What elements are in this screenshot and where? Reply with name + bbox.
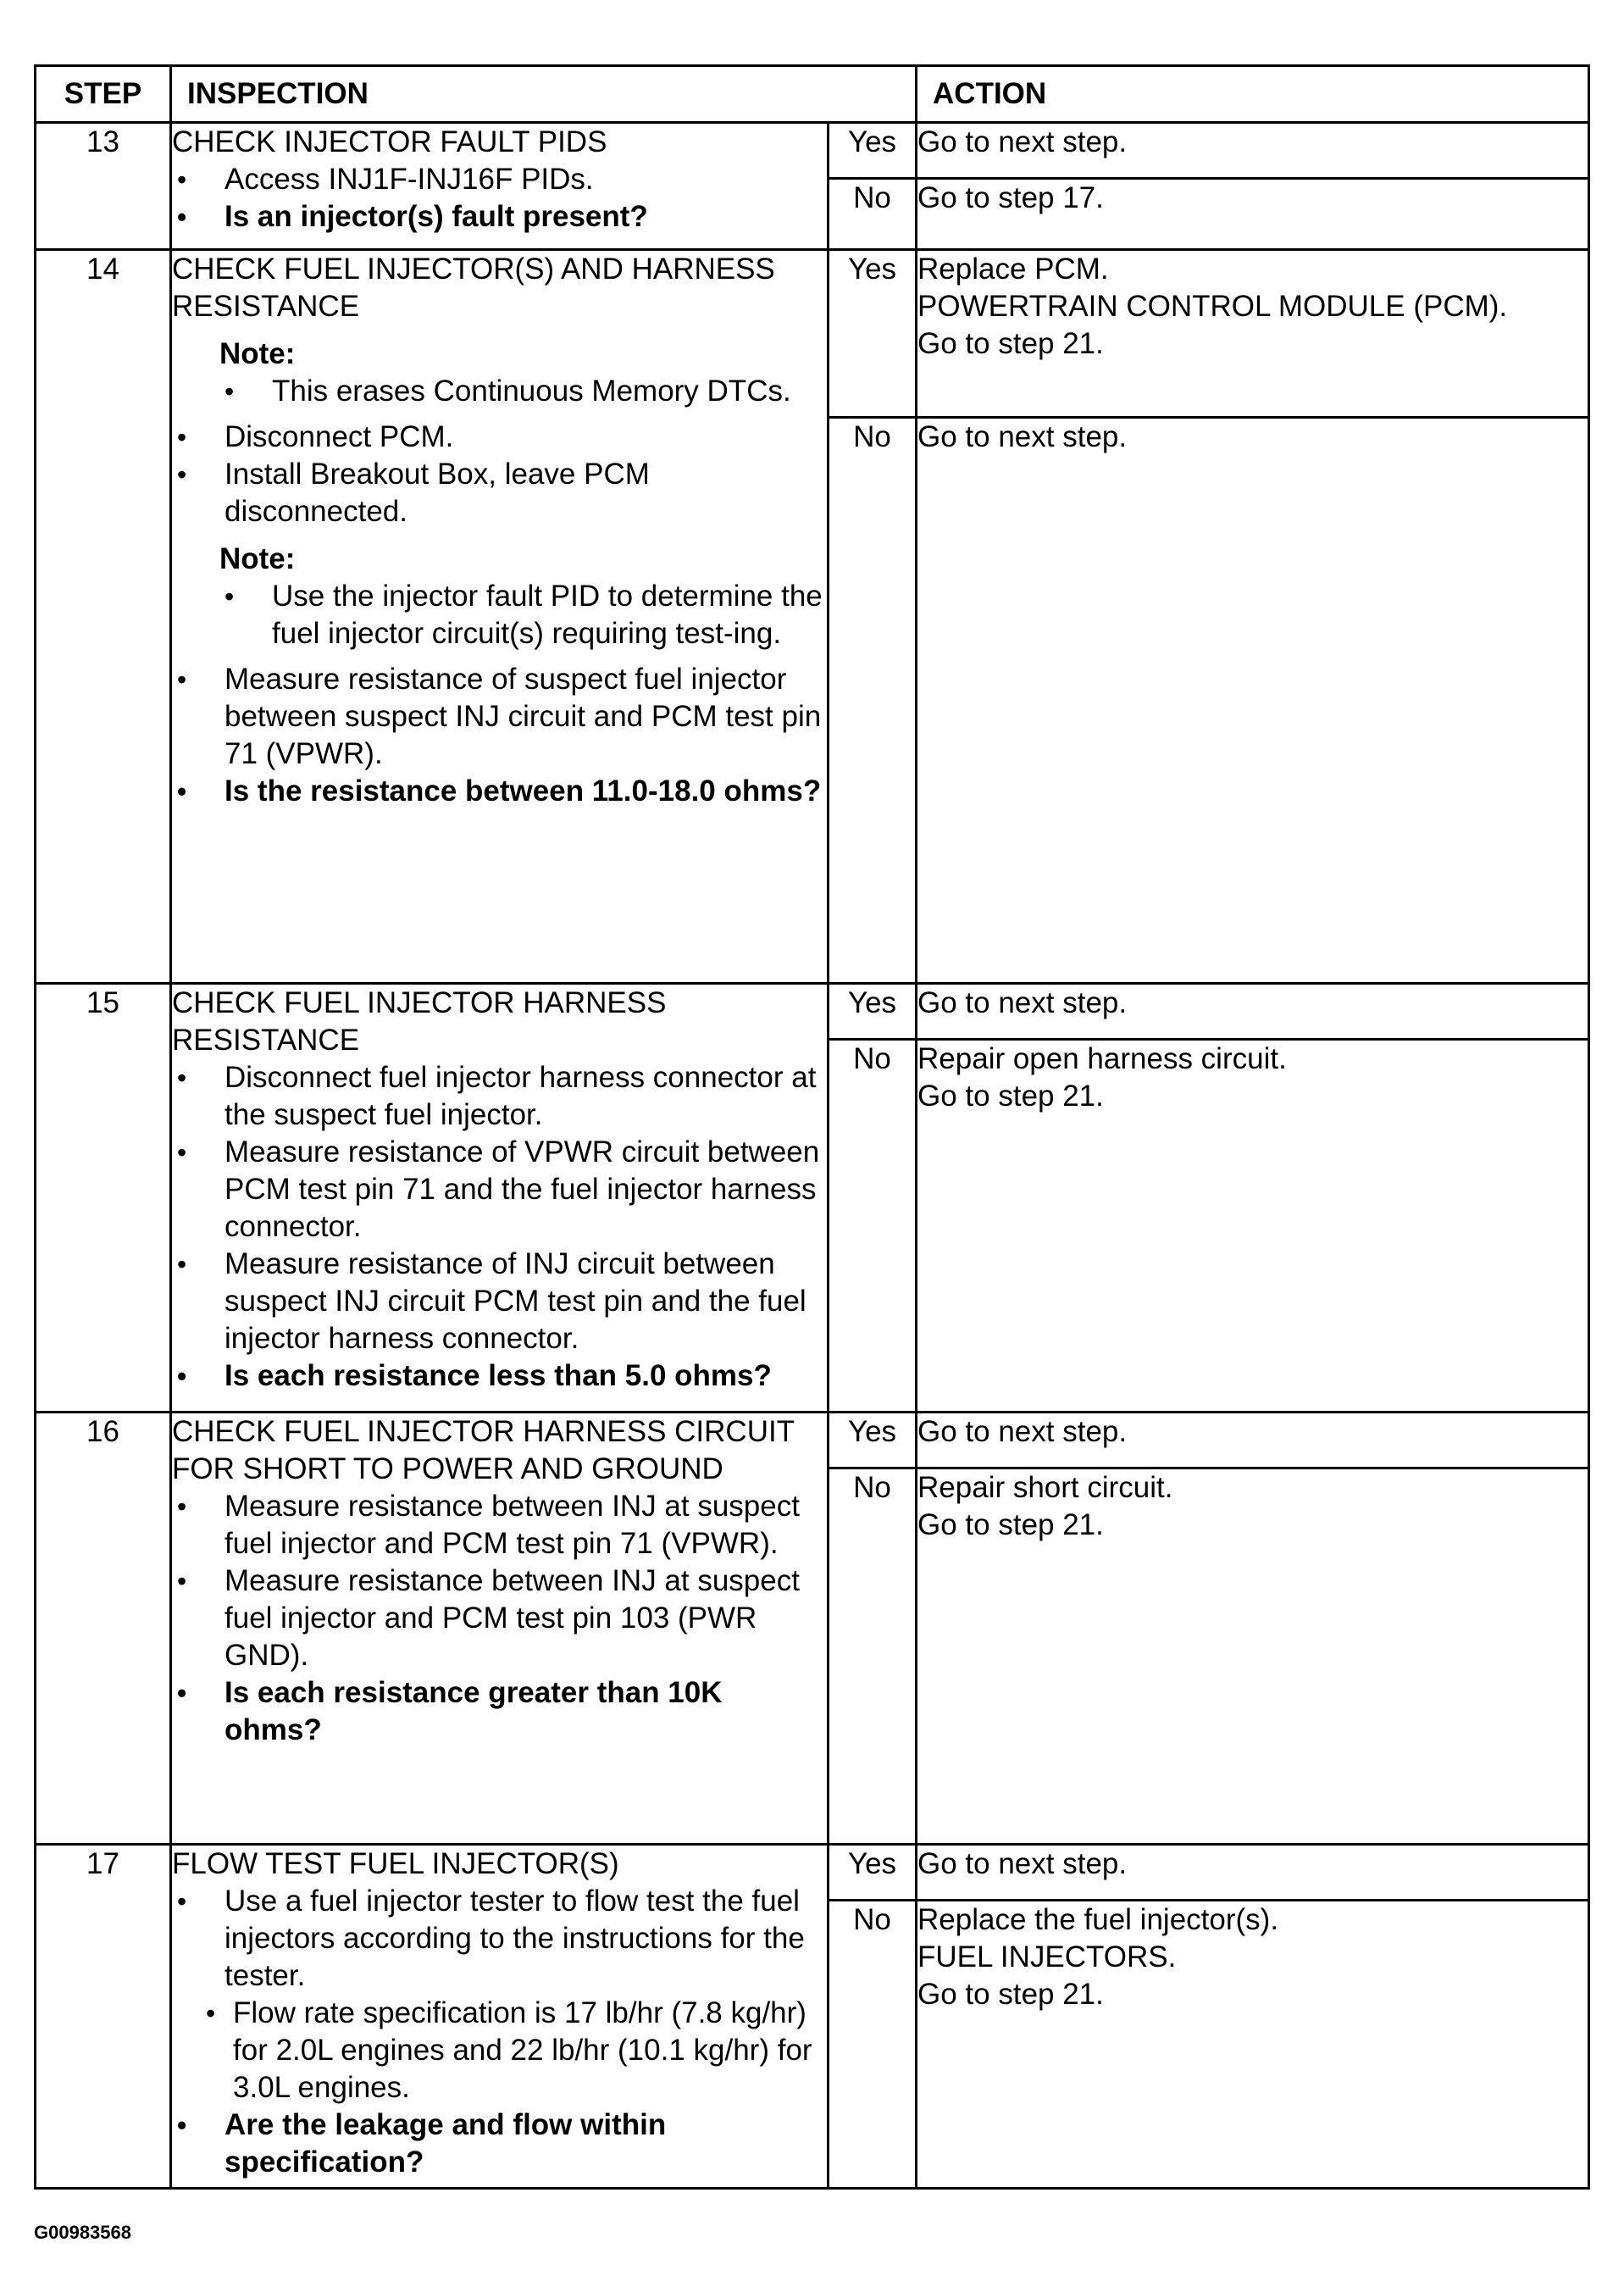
- figure-id: G00983568: [34, 2222, 131, 2243]
- no-action: [917, 418, 1589, 984]
- bullet-item: • Access INJ1F-INJ16F PIDs.: [172, 161, 827, 198]
- bullet-item: • Disconnect PCM.: [172, 419, 827, 456]
- no-label: No: [829, 1468, 917, 1845]
- step-17-yes-row: [36, 1845, 1589, 1901]
- step-15-yes-row: [36, 984, 1589, 1040]
- note-block: [219, 541, 827, 652]
- action-line: Go to step 21.: [917, 1508, 1104, 1541]
- diagnostic-table: [34, 64, 1590, 2190]
- bullet-item: • Disconnect fuel injector harness connector at the suspect fuel injector.: [172, 1059, 827, 1134]
- header-inspection: INSPECTION: [171, 66, 917, 123]
- no-label: No: [829, 1040, 917, 1413]
- inspection-title: CHECK FUEL INJECTOR(S) AND HARNESS RESISTANCE: [172, 253, 775, 323]
- yes-label: Yes: [829, 123, 917, 179]
- bullet-list: [172, 1488, 827, 1749]
- step-number: 14: [36, 250, 171, 984]
- note-list: [219, 578, 827, 652]
- action-line: Go to step 17.: [917, 181, 1104, 214]
- yes-label: Yes: [829, 984, 917, 1040]
- action-line: Replace PCM.: [917, 253, 1109, 286]
- bullet-list: [172, 1883, 827, 1995]
- no-action: [917, 1468, 1589, 1845]
- bullet-item: • Measure resistance between INJ at suspect fuel injector and PCM test pin 103 (PWR GND).: [172, 1563, 827, 1674]
- note-item: • Use the injector fault PID to determine the fuel injector circuit(s) requiring test-ing.: [219, 578, 827, 652]
- action-line: FUEL INJECTORS.: [917, 1940, 1177, 1973]
- bullet-item: • Measure resistance of suspect fuel injector between suspect INJ circuit and PCM test pin 71 (VPWR).: [172, 661, 827, 773]
- step-14-yes-row: [36, 250, 1589, 418]
- step-15-inspection: [171, 984, 829, 1413]
- bullet-list: [172, 661, 827, 810]
- action-line: Replace the fuel injector(s).: [917, 1903, 1279, 1936]
- note-label: Note:: [219, 337, 296, 370]
- step-number: 16: [36, 1413, 171, 1845]
- yes-label: Yes: [829, 1845, 917, 1901]
- bullet-list: [172, 419, 827, 530]
- no-action: [917, 179, 1589, 250]
- header-step: STEP: [36, 66, 171, 123]
- inspection-question: • Is each resistance greater than 10K ohms?: [172, 1674, 827, 1749]
- yes-action: [917, 984, 1589, 1040]
- bullet-list: [172, 161, 827, 236]
- no-label: No: [829, 418, 917, 984]
- yes-action: [917, 1845, 1589, 1901]
- header-row: [36, 66, 1589, 123]
- inspection-title: CHECK INJECTOR FAULT PIDS: [172, 125, 607, 158]
- step-number: 17: [36, 1845, 171, 2189]
- inspection-title: CHECK FUEL INJECTOR HARNESS RESISTANCE: [172, 986, 667, 1057]
- inspection-question: • Is each resistance less than 5.0 ohms?: [172, 1357, 827, 1395]
- inspection-question: • Is an injector(s) fault present?: [172, 198, 827, 236]
- action-line: Repair open harness circuit.: [917, 1042, 1287, 1075]
- step-16-inspection: [171, 1413, 829, 1845]
- step-16-yes-row: [36, 1413, 1589, 1468]
- inspection-question: • Are the leakage and flow within specification?: [172, 2107, 827, 2181]
- note-block: [219, 336, 827, 410]
- yes-action: [917, 123, 1589, 179]
- yes-action: [917, 250, 1589, 418]
- bullet-item: • Measure resistance between INJ at suspect fuel injector and PCM test pin 71 (VPWR).: [172, 1488, 827, 1563]
- bullet-item: • Measure resistance of INJ circuit between suspect INJ circuit PCM test pin and the fuel injector harness connector.: [172, 1246, 827, 1357]
- action-line: Go to next step.: [917, 986, 1128, 1019]
- action-line: Go to next step.: [917, 1847, 1128, 1880]
- inspection-title: CHECK FUEL INJECTOR HARNESS CIRCUIT FOR SHORT TO POWER AND GROUND: [172, 1415, 795, 1485]
- action-line: Go to step 21.: [917, 1978, 1104, 2011]
- action-line: Repair short circuit.: [917, 1471, 1173, 1504]
- action-line: Go to next step.: [917, 420, 1128, 453]
- note-item: • This erases Continuous Memory DTCs.: [219, 373, 827, 410]
- bullet-item: • Measure resistance of VPWR circuit between PCM test pin 71 and the fuel injector harness connector.: [172, 1134, 827, 1246]
- header-action: ACTION: [917, 66, 1589, 123]
- inspection-question: • Is the resistance between 11.0-18.0 ohms?: [172, 773, 827, 810]
- inspection-title: FLOW TEST FUEL INJECTOR(S): [172, 1847, 619, 1880]
- action-line: Go to step 21.: [917, 327, 1104, 360]
- no-action: [917, 1040, 1589, 1413]
- action-line: Go to step 21.: [917, 1080, 1104, 1113]
- step-number: 15: [36, 984, 171, 1413]
- yes-label: Yes: [829, 250, 917, 418]
- action-line: Go to next step.: [917, 1415, 1128, 1448]
- note-label: Note:: [219, 542, 296, 575]
- bullet-item: • Install Breakout Box, leave PCM disconnected.: [172, 456, 827, 530]
- bullet-item: • Use a fuel injector tester to flow test the fuel injectors according to the instructions for the tester.: [172, 1883, 827, 1995]
- bullet-list: [172, 2107, 827, 2181]
- sub-bullet-item: • Flow rate specification is 17 lb/hr (7.8 kg/hr) for 2.0L engines and 22 lb/hr (10.1 kg/hr) for 3.0L engines.: [172, 1995, 827, 2107]
- step-number: 13: [36, 123, 171, 250]
- bullet-list: [172, 1059, 827, 1395]
- note-list: [219, 373, 827, 410]
- action-line: POWERTRAIN CONTROL MODULE (PCM).: [917, 290, 1508, 323]
- step-17-inspection: [171, 1845, 829, 2189]
- step-14-inspection: [171, 250, 829, 984]
- no-label: No: [829, 179, 917, 250]
- step-13-yes-row: [36, 123, 1589, 179]
- no-label: No: [829, 1901, 917, 2189]
- no-action: [917, 1901, 1589, 2189]
- sub-bullet-list: [172, 1995, 827, 2107]
- yes-label: Yes: [829, 1413, 917, 1468]
- action-line: Go to next step.: [917, 125, 1128, 158]
- yes-action: [917, 1413, 1589, 1468]
- step-13-inspection: [171, 123, 829, 250]
